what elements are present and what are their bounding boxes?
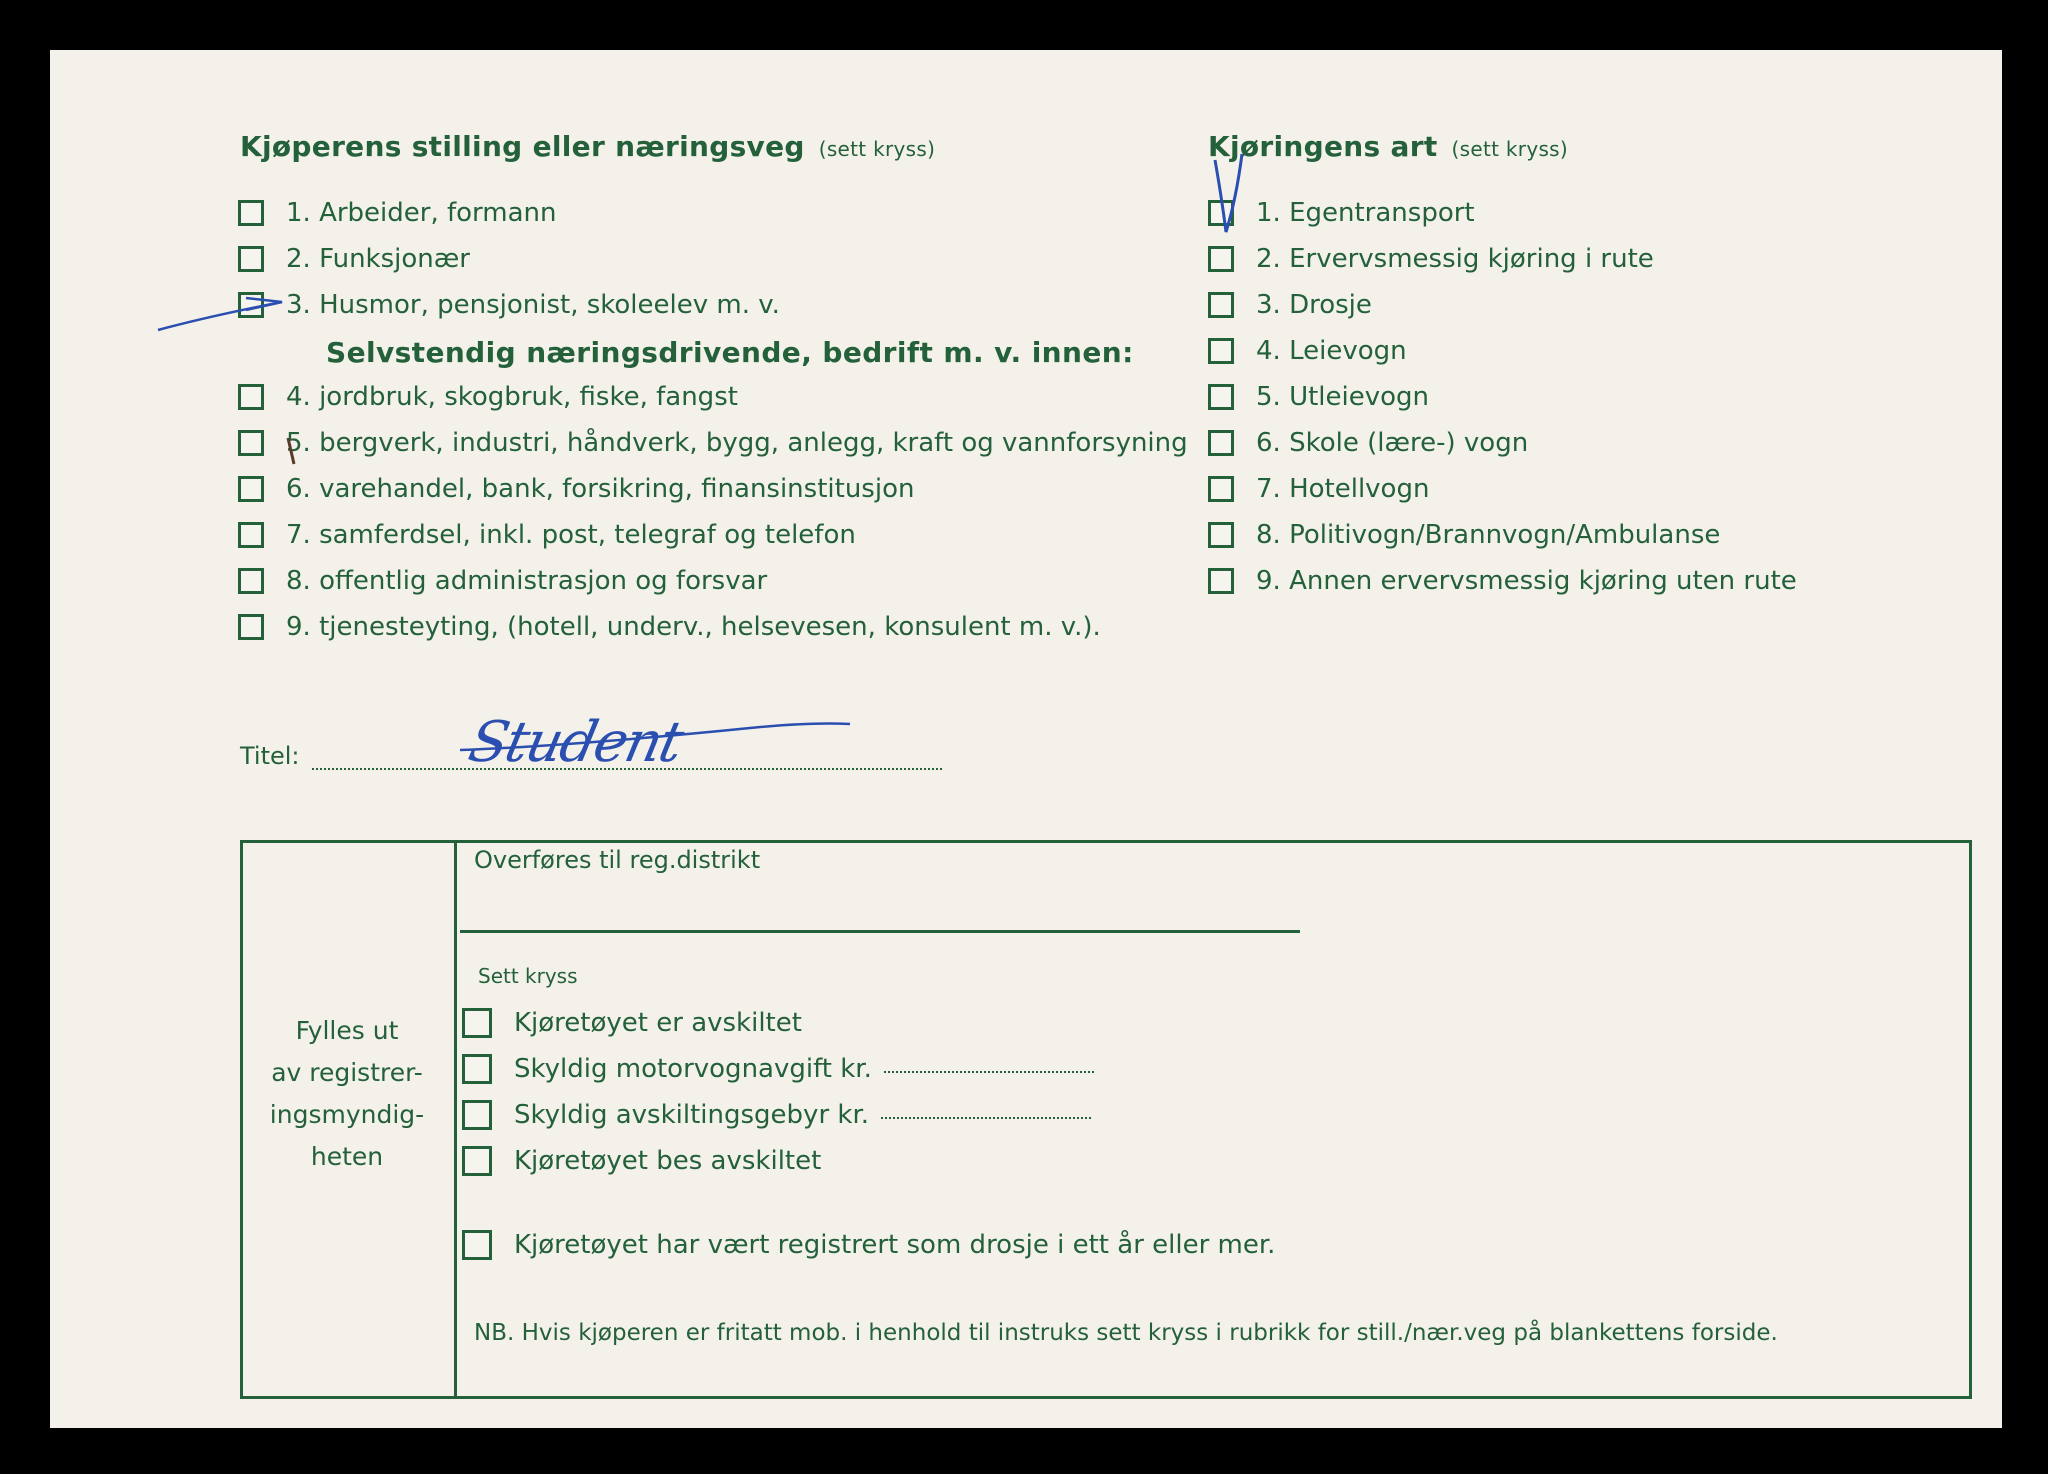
option-label: 6. Skole (lære-) vogn (1256, 428, 1529, 458)
option-label: Skyldig avskiltingsgebyr kr. (514, 1100, 870, 1130)
self-employed-subheading: Selvstendig næringsdrivende, bedrift m. v. innen: (326, 336, 1134, 369)
pen-underline-stroke (460, 724, 850, 751)
option-label: 1. Egentransport (1256, 198, 1475, 228)
nb-note: NB. Hvis kjøperen er fritatt mob. i henhold til instruks sett kryss i rubrikk for still./nær.veg på blankettens forside. (474, 1320, 1778, 1346)
transfer-label: Overføres til reg.distrikt (474, 846, 761, 874)
option-label: 4. jordbruk, skogbruk, fiske, fangst (286, 382, 738, 412)
option-label: 5. bergverk, industri, håndverk, bygg, anlegg, kraft og vannforsyning (286, 428, 1188, 458)
option-label: 9. Annen ervervsmessig kjøring uten rute (1256, 566, 1797, 596)
option-label: Kjøretøyet bes avskiltet (514, 1146, 822, 1176)
pen-check-mark (1215, 154, 1242, 232)
option-label: 4. Leievogn (1256, 336, 1407, 366)
side-label-line: av registrer- (271, 1058, 423, 1087)
option-label: 8. offentlig administrasjon og forsvar (286, 566, 768, 596)
left-heading-text: Kjøperens stilling eller næringsveg (240, 130, 805, 163)
handwritten-marks (50, 50, 2002, 1428)
option-label: 3. Husmor, pensjonist, skoleelev m. v. (286, 290, 780, 320)
side-label-line: heten (310, 1142, 384, 1171)
form-card (50, 50, 2002, 1428)
option-label: 7. Hotellvogn (1256, 474, 1430, 504)
option-label: 6. varehandel, bank, forsikring, finansinstitusjon (286, 474, 915, 504)
side-label-line: ingsmyndig- (269, 1100, 425, 1129)
titel-handwritten-value: Student (463, 710, 688, 775)
ink-blot-mark (288, 438, 294, 464)
sett-kryss-label: Sett kryss (478, 964, 578, 988)
option-label: Kjøretøyet er avskiltet (514, 1008, 802, 1038)
option-label: Skyldig motorvognavgift kr. (514, 1054, 872, 1084)
option-label: 3. Drosje (1256, 290, 1372, 320)
pen-arrow-head (246, 298, 282, 310)
right-heading-note: (sett kryss) (1451, 137, 1568, 161)
left-heading-note: (sett kryss) (818, 137, 936, 161)
option-label: 2. Funksjonær (286, 244, 470, 274)
option-label: 7. samferdsel, inkl. post, telegraf og telefon (286, 520, 856, 550)
option-label: Kjøretøyet har vært registrert som drosje i ett år eller mer. (514, 1230, 1276, 1260)
option-label: 9. tjenesteyting, (hotell, underv., helsevesen, konsulent m. v.). (286, 612, 1101, 642)
option-label: 2. Ervervsmessig kjøring i rute (1256, 244, 1654, 274)
side-label-line: Fylles ut (295, 1016, 399, 1045)
right-heading-text: Kjøringens art (1208, 130, 1438, 163)
titel-label: Titel: (240, 742, 300, 770)
option-label: 5. Utleievogn (1256, 382, 1430, 412)
option-label: 1. Arbeider, formann (286, 198, 557, 228)
option-label: 8. Politivogn/Brannvogn/Ambulanse (1256, 520, 1721, 550)
